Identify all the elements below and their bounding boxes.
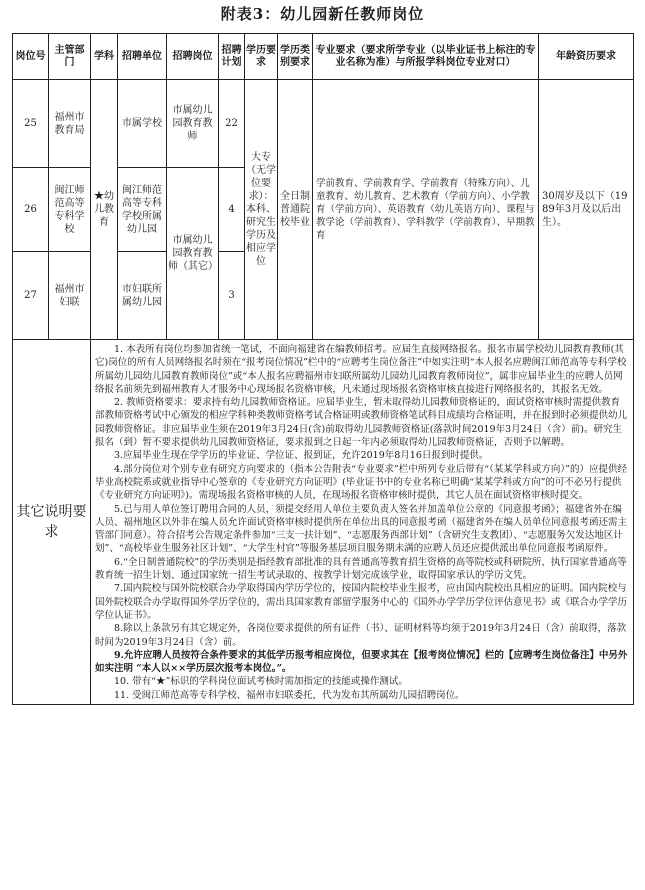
- dept-cell: 闽江师范高等专科学校: [49, 168, 91, 252]
- plan-cell: 3: [219, 252, 245, 340]
- header-unit: 招聘单位: [118, 34, 167, 80]
- note-item: 8.除以上条款另有其它规定外，各岗位要求提供的所有证件（书）、证明材料等均须于2019年3月24日（含）前取得，落款时间为2019年3月24日（含）前。: [95, 623, 627, 648]
- header-post-no: 岗位号: [13, 34, 49, 80]
- edu-cell: 大专（无学位要求）：本科、研究生学历及相应学位: [245, 80, 278, 340]
- post-no-cell: 26: [13, 168, 49, 252]
- table-row: [13, 80, 634, 168]
- subject-cell: ★幼儿教育: [91, 80, 118, 340]
- header-major: 专业要求（要求所学专业（以毕业证书上标注的专业名称为准）与所报学科岗位专业对口）: [313, 34, 539, 80]
- header-subject: 学科: [91, 34, 118, 80]
- header-plan: 招聘计划: [219, 34, 245, 80]
- unit-cell: 市属学校: [118, 80, 167, 168]
- note-item: 5.已与用人单位签订聘用合同的人员，须提交经用人单位主要负责人签名并加盖单位公章的《同意报考函》；福建省外在编人员、福州地区以外非在编人员允许面试资格审核时提供所在单位出具的同意报考函（福建省外在编人员单位同意报考函还需主管部门同意）。符合招考公告规定条件参加“三支一扶计划”、“志愿服务西部计划”（含研究生支教团）、“志愿服务欠发达地区计划”、“高校毕业生服务社区计划”、“大学生村官”等服务基层项目服务期未满的应聘人员还应提供派出单位同意报考函原件。: [95, 503, 628, 555]
- note-item: 3.应届毕业生现在学学历的毕业证、学位证、报到证，允许2019年8月16日报到时提供。: [114, 450, 489, 462]
- page-title: 附表3：幼儿园新任教师岗位: [220, 5, 425, 23]
- unit-cell: 闽江师范高等专科学校所属幼儿园: [118, 168, 167, 252]
- plan-cell: 4: [219, 168, 245, 252]
- plan-cell: 22: [219, 80, 245, 168]
- age-cell: 30周岁及以下（1989年3月及以后出生）。: [539, 80, 634, 340]
- major-cell: 学前教育、学前教育学、学前教育（特殊方向）、儿童教育、幼儿教育、艺术教育（学前方向）、小学教育（学前方向）、英语教育（幼儿英语方向）、课程与教学论（学前教育）、学科教学（学前教育）、早期教育: [313, 80, 539, 340]
- notes-row: [13, 340, 634, 705]
- edu-type-cell: 全日制普通院校毕业: [278, 80, 313, 340]
- note-item: 2. 教师资格要求：要求持有幼儿园教师资格证。应届毕业生，暂未取得幼儿园教师资格证的，面试资格审核时需提供教育部教师资格考试中心颁发的相应学科种类教师资格考试合格证明或教师资格笔试科目成绩均合格证明，并在报到时必须提供幼儿园教师资格证。非应届毕业生须在2019年3月24日(含)前取得幼儿园教师资格证(落款时间2019年3月24日（含）前)。研究生报名（到）暂不要求提供幼儿园教师资格证，要求报到之日起一年内必须取得幼儿园教师资格证，否则予以解聘。: [95, 397, 628, 449]
- notes-label: 其它说明要求: [13, 340, 91, 705]
- header-post: 招聘岗位: [167, 34, 219, 80]
- dept-cell: 福州市妇联: [49, 252, 91, 340]
- header-dept: 主管部门: [49, 34, 91, 80]
- header-row: [13, 34, 634, 80]
- header-age: 年龄资历要求: [539, 34, 634, 80]
- note-item: 7.国内院校与国外院校联合办学取得国内学历学位的，按国内院校毕业生报考，应由国内院校出具相应的证明。国内院校与国外院校联合办学取得国外学历学位的，需出具国家教育部留学服务中心的《国外办学学历学位评估意见书》或《联合办学学历学位认证书》。: [95, 583, 628, 621]
- notes-cell: [91, 340, 634, 705]
- post-no-cell: 25: [13, 80, 49, 168]
- note-item: 1. 本表所有岗位均参加省统一笔试，不面向福建省在编教师招考。应届生直接网络报名。报名市属学校幼儿园教育教师(其它)岗位的所有人员网络报名时须在“报考岗位情况”栏中的“应聘考生岗位备注”中如实注明“本人报名应聘闽江师范高等专科学校所属幼儿园幼儿园教育教师岗位”或“本人报名应聘福州市妇联所属幼儿园幼儿园教育教师岗位”，属非应届毕业生的应聘人员网络报名前须先到福州教育人才服务中心现场报名资格审核，凡未通过现场报名资格审核直接进行网络报名的，其报名无效。: [95, 344, 627, 395]
- note-item: 9.允许应聘人员按符合条件要求的其低学历报考相应岗位，但要求其在【报考岗位情况】栏的【应聘考生岗位备注】中另外如实注明 “本人以××学历层次报考本岗位。”。: [95, 649, 628, 675]
- post-cell: 市属幼儿园教育教师: [167, 80, 219, 168]
- note-item: 6.“全日制普通院校”的学历类别是指经教育部批准的具有普通高等教育招生资格的高等院校或科研院所、执行国家普通高等教育统一招生计划、通过国家统一招生考试录取的、按教学计划完成该学业，取得国家承认的学历文凭。: [95, 556, 627, 582]
- note-item: 10. 带有“★”标识的学科岗位面试考核时需加指定的技能或操作测试。: [114, 676, 408, 688]
- unit-cell: 市妇联所属幼儿园: [118, 252, 167, 340]
- note-item: 11. 受闽江师范高等专科学校、福州市妇联委托，代为发布其所属幼儿园招聘岗位。: [114, 689, 465, 701]
- dept-cell: 福州市教育局: [49, 80, 91, 168]
- header-edu: 学历要求: [245, 34, 278, 80]
- recruitment-table: [12, 33, 634, 705]
- header-edu-type: 学历类别要求: [278, 34, 313, 80]
- post-no-cell: 27: [13, 252, 49, 340]
- note-item: 4.部分岗位对个别专业有研究方向要求的（指本公告附表“专业要求”栏中所列专业后带有“（某某学科或方向）”的）应提供经毕业高校院系或就业指导中心签章的《专业研究方向证明》(毕业证书中的专业名称已明确“某某学科或方向”的可不必另行提供《专业研究方向证明》)。需现场报名资格审核的人员，在现场报名资格审核时提供，其它人员在面试资格审核时提交。: [95, 463, 627, 502]
- post-cell: 市属幼儿园教育教师（其它）: [167, 168, 219, 340]
